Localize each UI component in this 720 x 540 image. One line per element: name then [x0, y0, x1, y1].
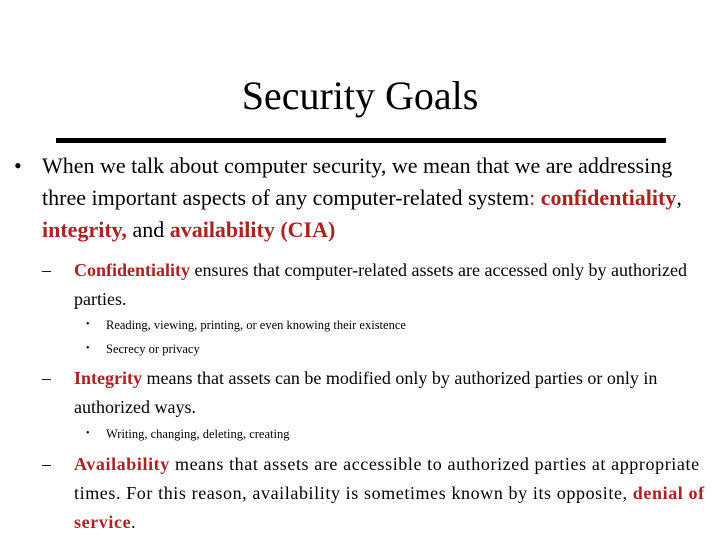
sub-point-term: Availability: [74, 454, 170, 474]
sub-point-desc: means that assets are accessible to authorized parties at appropriate times. For this reason, availability is sometimes known by its opposite,: [74, 454, 700, 503]
detail-text: Writing, changing, deleting, creating: [106, 427, 290, 441]
detail-item: [86, 425, 686, 443]
detail-item: [86, 316, 686, 334]
term-confidentiality: confidentiality: [540, 185, 677, 210]
sub-point-desc: means that assets can be modified only by authorized parties or only in authorized ways.: [74, 368, 658, 417]
sub-point-term: Confidentiality: [74, 260, 191, 280]
separator: ,: [676, 185, 682, 210]
slide-title: Security Goals: [241, 73, 479, 118]
detail-marker: •: [86, 428, 90, 439]
term-availability: availability (CIA): [169, 217, 336, 242]
sub-point-availability: [42, 450, 707, 537]
dash-marker: –: [42, 368, 51, 388]
main-bullet-colon: :: [529, 185, 536, 210]
detail-marker: •: [86, 343, 90, 354]
detail-item: [86, 340, 686, 358]
conjunction: and: [132, 217, 165, 242]
detail-text: Reading, viewing, printing, or even knowing their existence: [106, 318, 406, 332]
dash-marker: –: [42, 260, 51, 280]
title-divider: [56, 138, 666, 143]
sub-point-desc: ensures that computer-related assets are accessed only by authorized parties.: [74, 260, 687, 309]
main-bullet: [14, 150, 714, 246]
sub-point-text: [74, 450, 707, 537]
bullet-marker: •: [14, 153, 22, 178]
main-bullet-text: [42, 150, 714, 246]
sub-point-text: [74, 364, 707, 422]
sub-point-confidentiality: [42, 256, 707, 314]
dash-marker: –: [42, 454, 52, 474]
sub-point-term: Integrity: [74, 368, 142, 388]
sub-point-integrity: [42, 364, 707, 422]
sub-point-period: .: [131, 512, 137, 532]
detail-text: Secrecy or privacy: [106, 342, 200, 356]
sub-point-text: [74, 256, 707, 314]
term-integrity: integrity,: [42, 217, 127, 242]
main-bullet-intro: When we talk about computer security, we mean that we are addressing three important aspects of any computer-related system: [42, 153, 673, 210]
detail-marker: •: [86, 319, 90, 330]
sub-point-term-end: denial of service: [74, 483, 705, 532]
